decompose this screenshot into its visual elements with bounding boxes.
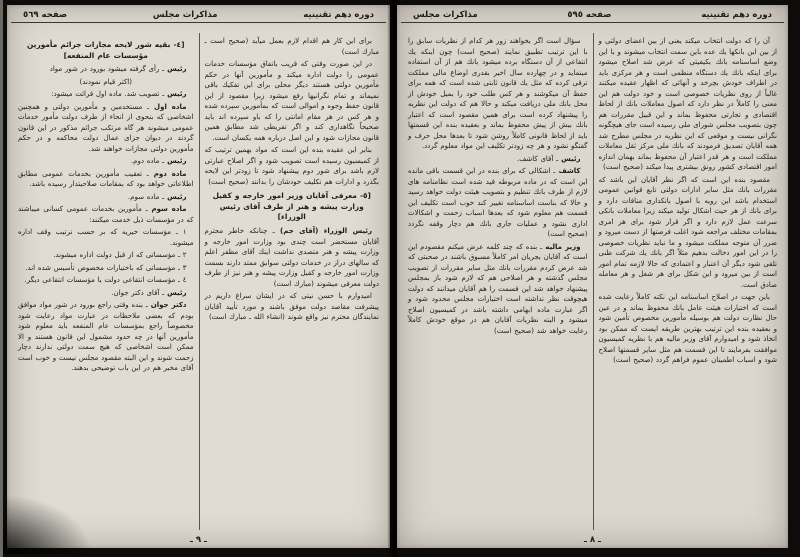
body-paragraph: ماده دوم ـ تعقيب مأمورين بخدمات عمومى مطابق اطلاعاتى خواهد بود كه بمقامات صلاحيتدار رسيده باشد. xyxy=(18,169,194,189)
proceedings-title: مذاكرات مجلس xyxy=(152,10,218,20)
text-column-right xyxy=(199,33,385,530)
legislative-period: دوره دهم تقنينيه xyxy=(303,10,374,20)
body-paragraph: وزير ماليه ـ بنده كه چند كلمه عرض ميكنم مقصودم اين است كه آقايان بجريان امر كاملاً مسبوق باشند در صحبتى كه شد عرض كردم مقررات بانك مثل ساير مقررات از تصويب مجلس گذشته و هر اصلاحى هم كه لازم شود باز بمجلس پيشنهاد خواهد شد اين قسمت را هم آقايان ميدانند كه دولت هيچوقت نظر نداشته است اختيارات مجلس محدود شود و اگر عبارت ماده ابهامى داشته باشد در كميسيون اصلاح ميشود و البته نظريات آقايان هم در موقع خودش كاملاً رعايت خواهد شد (صحيح است) xyxy=(408,242,588,335)
body-paragraph: ٢ ـ مؤسساتى كه از قبل دولت اداره ميشوند. xyxy=(53,251,187,260)
agenda-item-heading: [٥- معرفى آقايان وزير امور خارجه و كفيل وزارت پيشه و هنر از طرف آقاى رئيس الوزراء] xyxy=(212,191,371,222)
speaker-name: دكتر جوان xyxy=(147,301,187,310)
speaker-name: ماده دوم xyxy=(148,169,187,178)
speaker-name: ماده اول xyxy=(149,102,187,111)
body-paragraph: ماده اول ـ مستخدمين و مأمورين دولتى و همچنين اشخاصى كه بنحوى از انحاء از طرف دولت مأمور خدمات عمومى ميشوند هر گاه مرتكب جرائم مذكور در اين قانون گردند در ديوان جزاى عمال دولت محاكمه و در حكم مأمورين دولتى مجازات خواهند شد. xyxy=(18,102,194,153)
text-column-left xyxy=(403,33,593,530)
body-paragraph: كاشف ـ اشكالى كه براى بنده در اين قسمت باقى مانده اين است كه در ماده مربوطه قيد شده است نظامنامه هاى لازم از طرف بانك تنظيم و بتصويب هيئت دولت خواهد رسيد و حالا كه بناست اساسنامه تغيير كند خوب است تكليف اين قسمت هم معلوم شود كه بعدها اسباب زحمت و اشكالات ادارى نشود و عمليات جارى بانك هم دچار وقفه نگردد (صحيح است) xyxy=(408,167,588,238)
text-column-right xyxy=(593,33,783,530)
right-page-columns xyxy=(403,33,782,530)
body-paragraph: سؤال است اگر بخواهند زور هر كدام از نظريات سابق را با اين ترتيب تطبيق نمايند (صحيح است) چون اينكه يك انتفاعى از آن دستگاه برده ميشود بانك هم از آن استفاده مينمايد و در چهارده سال اخير بقدرى اوضاع مالى مملكت ترقى كرده كه مثل يك قانون ثابتى شده است كه همه براى حفظ آن ميكوشند و هر كس طلب خود را بميل خودش از محل بانك ملى دريافت ميكند و حالا هم كه دولت اين نظريه را پيشنهاد كرده است براى همين مقصود است كه اعتبار بانك بيش از پيش محفوظ بماند و بعقيده بنده اين قسمتها بايد از لحاظ قانونى كاملاً روشن شود تا بعدها محل حرف و گفتگو نشود و هر چه زودتر تكليف اين مواد معلوم گردد. xyxy=(408,37,588,150)
speaker-name: كاشف xyxy=(555,167,581,175)
left-page-columns xyxy=(13,33,384,530)
left-page-header xyxy=(11,5,386,23)
left-page-number: صفحه ٥٦٩ xyxy=(23,10,68,20)
body-paragraph: ١ ـ مؤسسات خيريه كه بر حسب ترتيب وقف اداره ميشوند. xyxy=(18,228,194,247)
body-paragraph: رئيس ـ تصويب شد. ماده اول قرائت ميشود: xyxy=(51,90,187,99)
body-paragraph: ماده سوم ـ مأمورين بخدمات عمومى كسانى ميباشند كه در مؤسسات ذيل خدمت ميكنند: xyxy=(18,205,194,224)
speaker-name: ماده سوم xyxy=(147,205,187,214)
speaker-name: وزير ماليه xyxy=(542,242,581,251)
right-page-header xyxy=(401,5,784,23)
legislative-period: دوره دهم تقنينيه xyxy=(701,10,772,20)
agenda-item-heading: [٤- بقيه شور لايحه مجازات جرائم مأمورين مؤسسات عام المنفعه] xyxy=(27,40,185,60)
speaker-name: رئيس xyxy=(164,157,187,166)
scan-edge-artifact xyxy=(0,0,3,557)
body-paragraph: رئيس الوزراء (آقاى جم) ـ چنانكه خاطر محترم آقايان مستحضر است چندى بود وزارت امور خارجه و وزارت پيشه و هنر متصدى نداشت اينك آقاى مظفر اعلم كه سالهاى دراز در خدمات دولتى سوابق ممتد دارند بسمت وزارت امور خارجه و كفيل وزارت پيشه و هنر نيز از طرف دولت معرفى ميشوند (مبارك است) xyxy=(204,227,379,288)
right-page-footer: ـ ٨ ـ xyxy=(584,535,601,545)
speaker-name: رئيس الوزراء (آقاى جم) xyxy=(274,227,372,236)
right-page xyxy=(397,5,788,548)
body-paragraph: (اكثر قيام نمودند) xyxy=(79,77,132,86)
speaker-name: رئيس xyxy=(164,65,187,74)
body-paragraph: رئيس ـ آقاى دكتر جوان. xyxy=(111,288,187,297)
body-paragraph: دكتر جوان ـ بنده وقتى راجع بورود در شور مواد موافق بودم كه بعضى ملاحظات در عبارت مواد رعايت شود مخصوصاً راجع بمؤسسات عام المنفعه بايد معلوم شود مأمورين آنها در چه حدود مشمول اين قانون هستند و الا ممكن است اشخاصى كه هيچ سمت دولتى ندارند دچار زحمت شوند و اين البته مقصود مجلس نيست و خوب است آقاى مخبر هم در اين باب توضيحى بدهند. xyxy=(18,301,194,373)
left-page-footer: ـ ٩ ـ xyxy=(190,535,207,545)
body-paragraph: رئيس ـ آقاى كاشف. xyxy=(516,154,581,163)
speaker-name: رئيس xyxy=(558,154,581,163)
body-paragraph: ٣ ـ مؤسساتى كه باختيارات مخصوص تأسيس شده اند. xyxy=(25,263,187,272)
body-paragraph: رئيس ـ ماده دوم. xyxy=(130,157,187,166)
body-paragraph: رئيس ـ رأى گرفته ميشود بورود در شور مواد xyxy=(49,65,187,74)
proceedings-title: مذاكرات مجلس xyxy=(413,10,478,20)
body-paragraph: ٤ ـ مؤسسات انتفاعى دولت يا مؤسسات انتفاعى ديگر. xyxy=(24,276,187,285)
body-paragraph: اميدوارم با حسن نيتى كه در ايشان سراغ داريم در پيشرفت مقاصد دولت موفق باشند و مورد تأييد آقايان نمايندگان محترم نيز واقع شوند (انشاء الله ـ مبارك است) xyxy=(204,292,379,322)
body-paragraph: باين جهت در اصلاح اساسنامه اين نكته كاملاً رعايت شده است كه اختيارات هيئت عامل بانك محفوظ بماند و در عين حال نظارت دولت هم بوسيله مأمورين مخصوص تأمين شود و بعقيده بنده اين ترتيب بهترين طريقه ايست كه ممكن بود اتخاذ شود و اميدوارم آقاى وزير ماليه هم با نظريه كميسيون موافقت بفرمايند تا اين قسمت هم مثل ساير قسمتها اصلاح شود و اسباب اطمينان عموم فراهم گردد (صحيح است) xyxy=(598,293,777,364)
body-paragraph: آن را كه دولت انتخاب ميكند يعنى از بين اعضاى دولتى و از بين اين بانكها يك عده باين سمت انتخاب ميشوند و با اين وضع اساسنامه بانك بكيفيتى كه عرض شد اصلاح ميشود براى اينكه بانك يك دستگاه منظمى است و هر مركزى بايد در اطراف خودش بچرخد و آنهائى كه اظهار عقيده ميكنند غالباً از روى نظريات خصوصى است و خود دولت هم اين معنى را كاملاً در نظر دارد كه اصول معاملات بانك از لحاظ اقتصادى و تجارتى محفوظ بماند و اين قبيل مقررات هم چون بتصويب مجلس شوراى ملى رسيده است جاى هيچگونه نگرانى نيست و موقعى كه اين نظريه در مجلس مطرح شد همه آقايان تصديق فرمودند كه بانك ملى مركز ثقل معاملات مملكت است و هر قدر اعتبار آن محفوظ بماند بهمان اندازه امور اقتصادى كشور رونق بيشترى پيدا ميكند (صحيح است) xyxy=(598,37,777,171)
speaker-name: رئيس xyxy=(164,90,187,99)
body-paragraph: بنابر اين عقيده بنده اين است كه مواد بهمين ترتيب كه از كميسيون رسيده است تصويب شود و اگر اصلاح عبارتى لازم باشد براى شور دوم پيشنهاد شود تا زودتر اين لايحه بگذرد و ادارات هم تكليف خودشان را بدانند (صحيح است) xyxy=(204,146,379,186)
right-page-number: صفحه ٥٩٥ xyxy=(567,10,612,20)
body-paragraph: در اين صورت وقتى كه قريب باتفاق مؤسسات خدمات عمومى را دولت اداره ميكند و مأمورين آنها در حكم مأمورين دولتى هستند ديگر محلى براى اين تفكيك باقى نميماند و تمام نگرانيها رفع ميشود زيرا مقصود از اين قانون حفظ وجوه و اموالى است كه بمأمورين سپرده شده و هر كس در هر مقام امانتى را كه باو سپرده اند بايد صحيحاً نگاهدارى كند و اگر تفريطى شد مطابق همين قانون مجازات شود و اين اصل درباره همه يكسان است. xyxy=(204,60,379,142)
body-paragraph: رئيس ـ ماده سوم. xyxy=(127,192,187,201)
body-paragraph: براى اين كار هم اقدام لازم بعمل ميآيد (صحيح است ـ مبارك است) xyxy=(204,37,379,56)
speaker-name: رئيس xyxy=(164,288,187,297)
text-column-left xyxy=(13,33,199,530)
body-paragraph: مقصود بنده اين است كه اگر نظر آقايان اين باشد كه مقررات بانك مثل ساير ادارات دولتى تابع قوانين عمومى استخدام باشد اين رويه با اصول بانكدارى منافات دارد و براى بانك از هر حيث اشكال توليد ميكند زيرا معاملات بانكى سرعت عمل لازم دارد و اگر قرار شود براى هر امرى بمقامات مختلف مراجعه شود اغلب فرصتها از دست ميرود و ضرر آن متوجه مملكت ميشود و ما نبايد نظريات خصوصى را در اين امور دخالت بدهيم مثلاً اگر بانك يك شركت ظنى تلقى شود ديگر آن اعتبار و اعتمادى كه حالا لازمه تمام امور است از بين ميرود و اين شكل براى هر شغل و هر معامله صادق است. xyxy=(598,175,777,289)
speaker-name: رئيس xyxy=(164,192,187,201)
left-page xyxy=(7,5,390,548)
